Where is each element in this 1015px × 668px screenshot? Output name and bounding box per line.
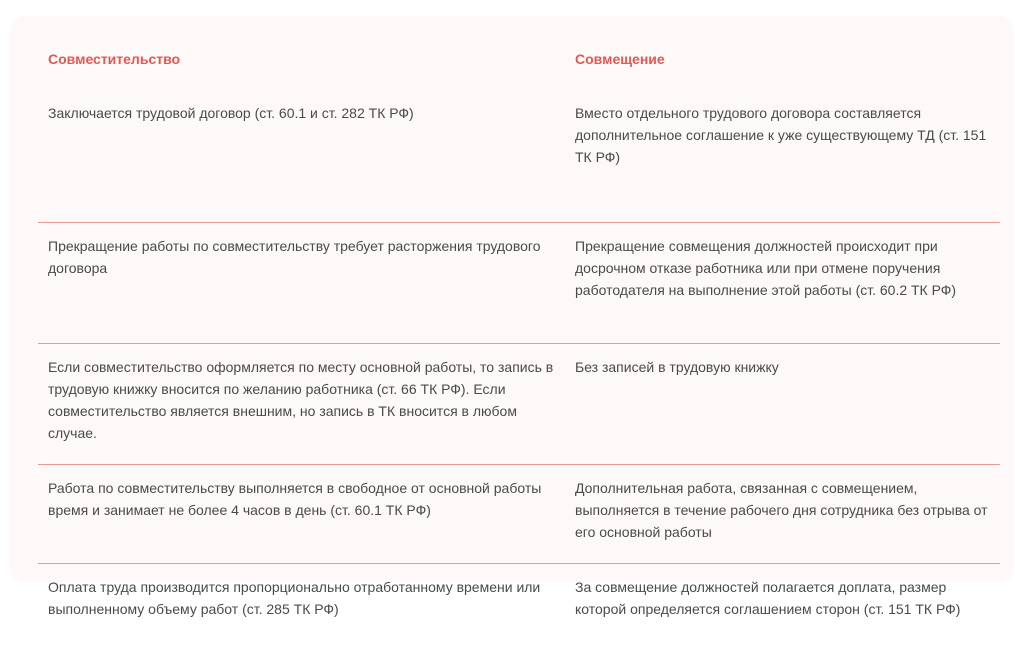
header-sovmestitelstvo: Совместительство [48,51,181,67]
table-cell-col2: Прекращение совмещения должностей происходит при досрочном отказе работника или при отмене поручения работодателя на выполнение этой работы (ст. 60.2 ТК РФ) [575,238,957,298]
table-row [38,576,1000,656]
comparison-card [10,16,1014,617]
table-header [38,50,1000,102]
table-row [38,235,1000,344]
table-row [38,102,1000,223]
table-cell-col2: Вместо отдельного трудового договора составляется дополнительное соглашение к уже существующему ТД (ст. 151 ТК РФ) [575,105,987,165]
table-row [38,477,1000,564]
table-cell-col2: Без записей в трудовую книжку [575,359,779,375]
table-cell-col1: Работа по совместительству выполняется в свободное от основной работы время и занимает не более 4 часов в день (ст. 60.1 ТК РФ) [48,480,542,518]
table-row [38,356,1000,465]
table-cell-col2: За совмещение должностей полагается доплата, размер которой определяется соглашением сторон (ст. 151 ТК РФ) [575,579,961,617]
table-cell-col1: Если совместительство оформляется по месту основной работы, то запись в трудовую книжку вносится по желанию работника (ст. 66 ТК РФ). Если совместительство является внешним, но запись в ТК вносится в любом случае. [48,359,554,441]
table-cell-col2: Дополнительная работа, связанная с совмещением, выполняется в течение рабочего дня сотрудника без отрыва от его основной работы [575,480,988,540]
table-cell-col1: Оплата труда производится пропорционально отработанному времени или выполненному объему работ (ст. 285 ТК РФ) [48,579,541,617]
table-cell-col1: Прекращение работы по совместительству требует расторжения трудового договора [48,238,541,276]
header-sovmeshchenie: Совмещение [575,51,665,67]
comparison-table [38,50,1000,668]
table-cell-col1: Заключается трудовой договор (ст. 60.1 и ст. 282 ТК РФ) [48,105,414,121]
